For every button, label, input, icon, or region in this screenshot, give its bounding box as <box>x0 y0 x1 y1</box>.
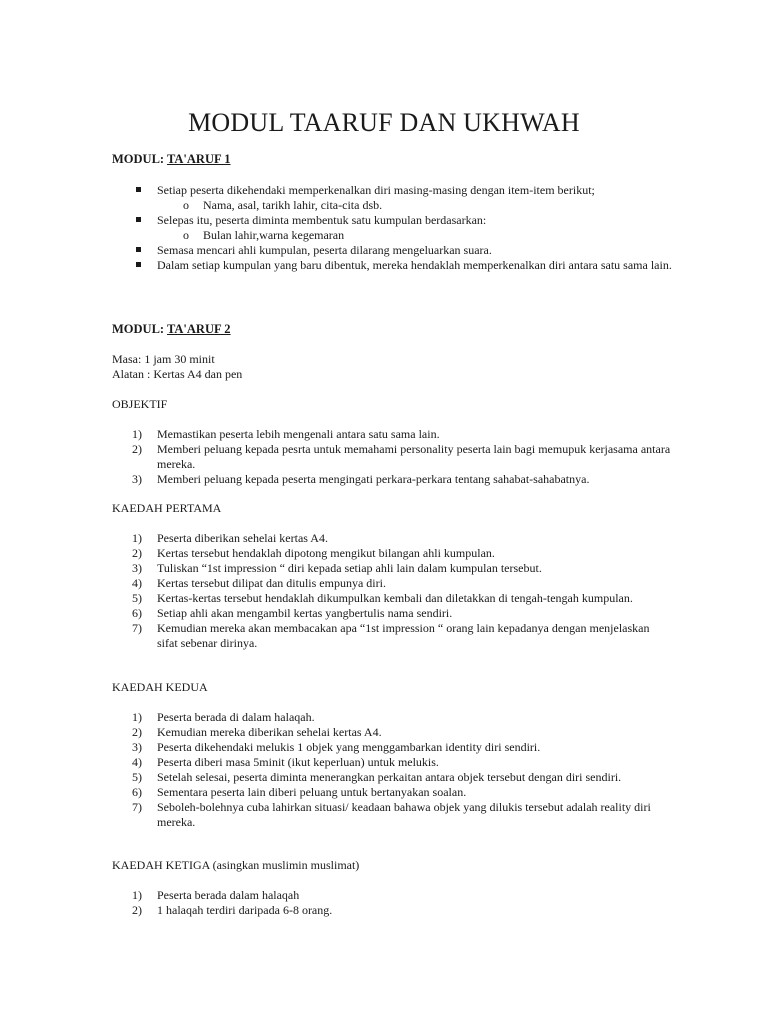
list-item: 5) Setelah selesai, peserta diminta menerangkan perkaitan antara objek tersebut dengan diri sendiri. <box>132 770 622 784</box>
list-item: 2) Kemudian mereka diberikan sehelai kertas A4. <box>132 725 382 739</box>
list-item: 1) Memastikan peserta lebih mengenali antara satu sama lain. <box>132 427 440 441</box>
modul-2-name: TA'ARUF 2 <box>166 322 231 336</box>
list-item: 4) Peserta diberi masa 5minit (ikut keperluan) untuk melukis. <box>132 755 439 769</box>
list-item: 3) Peserta dikehendaki melukis 1 objek yang menggambarkan identity diri sendiri. <box>132 740 541 754</box>
list-item: 3) Tuliskan “1st impression “ diri kepada setiap ahli lain dalam kumpulan tersebut. <box>132 561 542 575</box>
sub-bullet-item: o Nama, asal, tarikh lahir, cita-cita dsb. <box>112 198 672 213</box>
masa-text: Masa: 1 jam 30 minit <box>112 352 215 366</box>
modul-1-heading <box>112 152 231 167</box>
alatan-text: Alatan : Kertas A4 dan pen <box>112 367 243 381</box>
bullet-item: Setiap peserta dikehendaki memperkenalkan diri masing-masing dengan item-item berikut; <box>112 183 672 198</box>
document-title: MODUL TAARUF DAN UKHWAH <box>188 108 580 137</box>
list-item: 2) Memberi peluang kepada pesrta untuk memahami personality peserta lain bagi memupuk kerjasama antara mereka. <box>132 442 671 471</box>
bullet-item: Selepas itu, peserta diminta membentuk satu kumpulan berdasarkan: <box>112 213 672 228</box>
sub-bullet-item: o Bulan lahir,warna kegemaran <box>112 228 672 243</box>
list-item: 2) 1 halaqah terdiri daripada 6-8 orang. <box>132 903 333 917</box>
list-item: 6) Setiap ahli akan mengambil kertas yangbertulis nama sendiri. <box>132 606 453 620</box>
modul-1-bullet-list <box>112 183 672 273</box>
list-item: 7) Seboleh-bolehnya cuba lahirkan situasi/ keadaan bahawa objek yang dilukis tersebut adalah reality diri mereka. <box>132 800 651 829</box>
kaedah-ketiga-list <box>112 888 672 918</box>
list-item: 7) Kemudian mereka akan membacakan apa “1st impression “ orang lain kepadanya dengan menjelaskan sifat sebenar dirinya. <box>132 621 650 650</box>
modul-2-prefix: MODUL: <box>112 322 167 336</box>
modul-1-prefix: MODUL: <box>112 152 167 166</box>
objektif-list <box>112 427 672 487</box>
bullet-item: Dalam setiap kumpulan yang baru dibentuk, mereka hendaklah memperkenalkan diri antara satu sama lain. <box>112 258 672 273</box>
list-item: 5) Kertas-kertas tersebut hendaklah dikumpulkan kembali dan diletakkan di tengah-tengah kumpulan. <box>132 591 633 605</box>
list-item: 1) Peserta diberikan sehelai kertas A4. <box>132 531 328 545</box>
list-item: 3) Memberi peluang kepada peserta mengingati perkara-perkara tentang sahabat-sahabatnya. <box>132 472 590 486</box>
objektif-heading: OBJEKTIF <box>112 397 168 411</box>
kaedah-kedua-list <box>112 710 672 830</box>
kaedah-pertama-heading: KAEDAH PERTAMA <box>112 501 222 515</box>
list-item: 4) Kertas tersebut dilipat dan ditulis empunya diri. <box>132 576 386 590</box>
bullet-item: Semasa mencari ahli kumpulan, peserta dilarang mengeluarkan suara. <box>112 243 672 258</box>
kaedah-pertama-list <box>112 531 672 651</box>
list-item: 2) Kertas tersebut hendaklah dipotong mengikut bilangan ahli kumpulan. <box>132 546 495 560</box>
kaedah-ketiga-heading: KAEDAH KETIGA (asingkan muslimin muslimat) <box>112 858 360 872</box>
modul-2-heading <box>112 322 231 337</box>
modul-1-name: TA'ARUF 1 <box>166 152 231 166</box>
list-item: 1) Peserta berada di dalam halaqah. <box>132 710 315 724</box>
list-item: 6) Sementara peserta lain diberi peluang untuk bertanyakan soalan. <box>132 785 467 799</box>
kaedah-kedua-heading: KAEDAH KEDUA <box>112 680 208 694</box>
list-item: 1) Peserta berada dalam halaqah <box>132 888 300 902</box>
